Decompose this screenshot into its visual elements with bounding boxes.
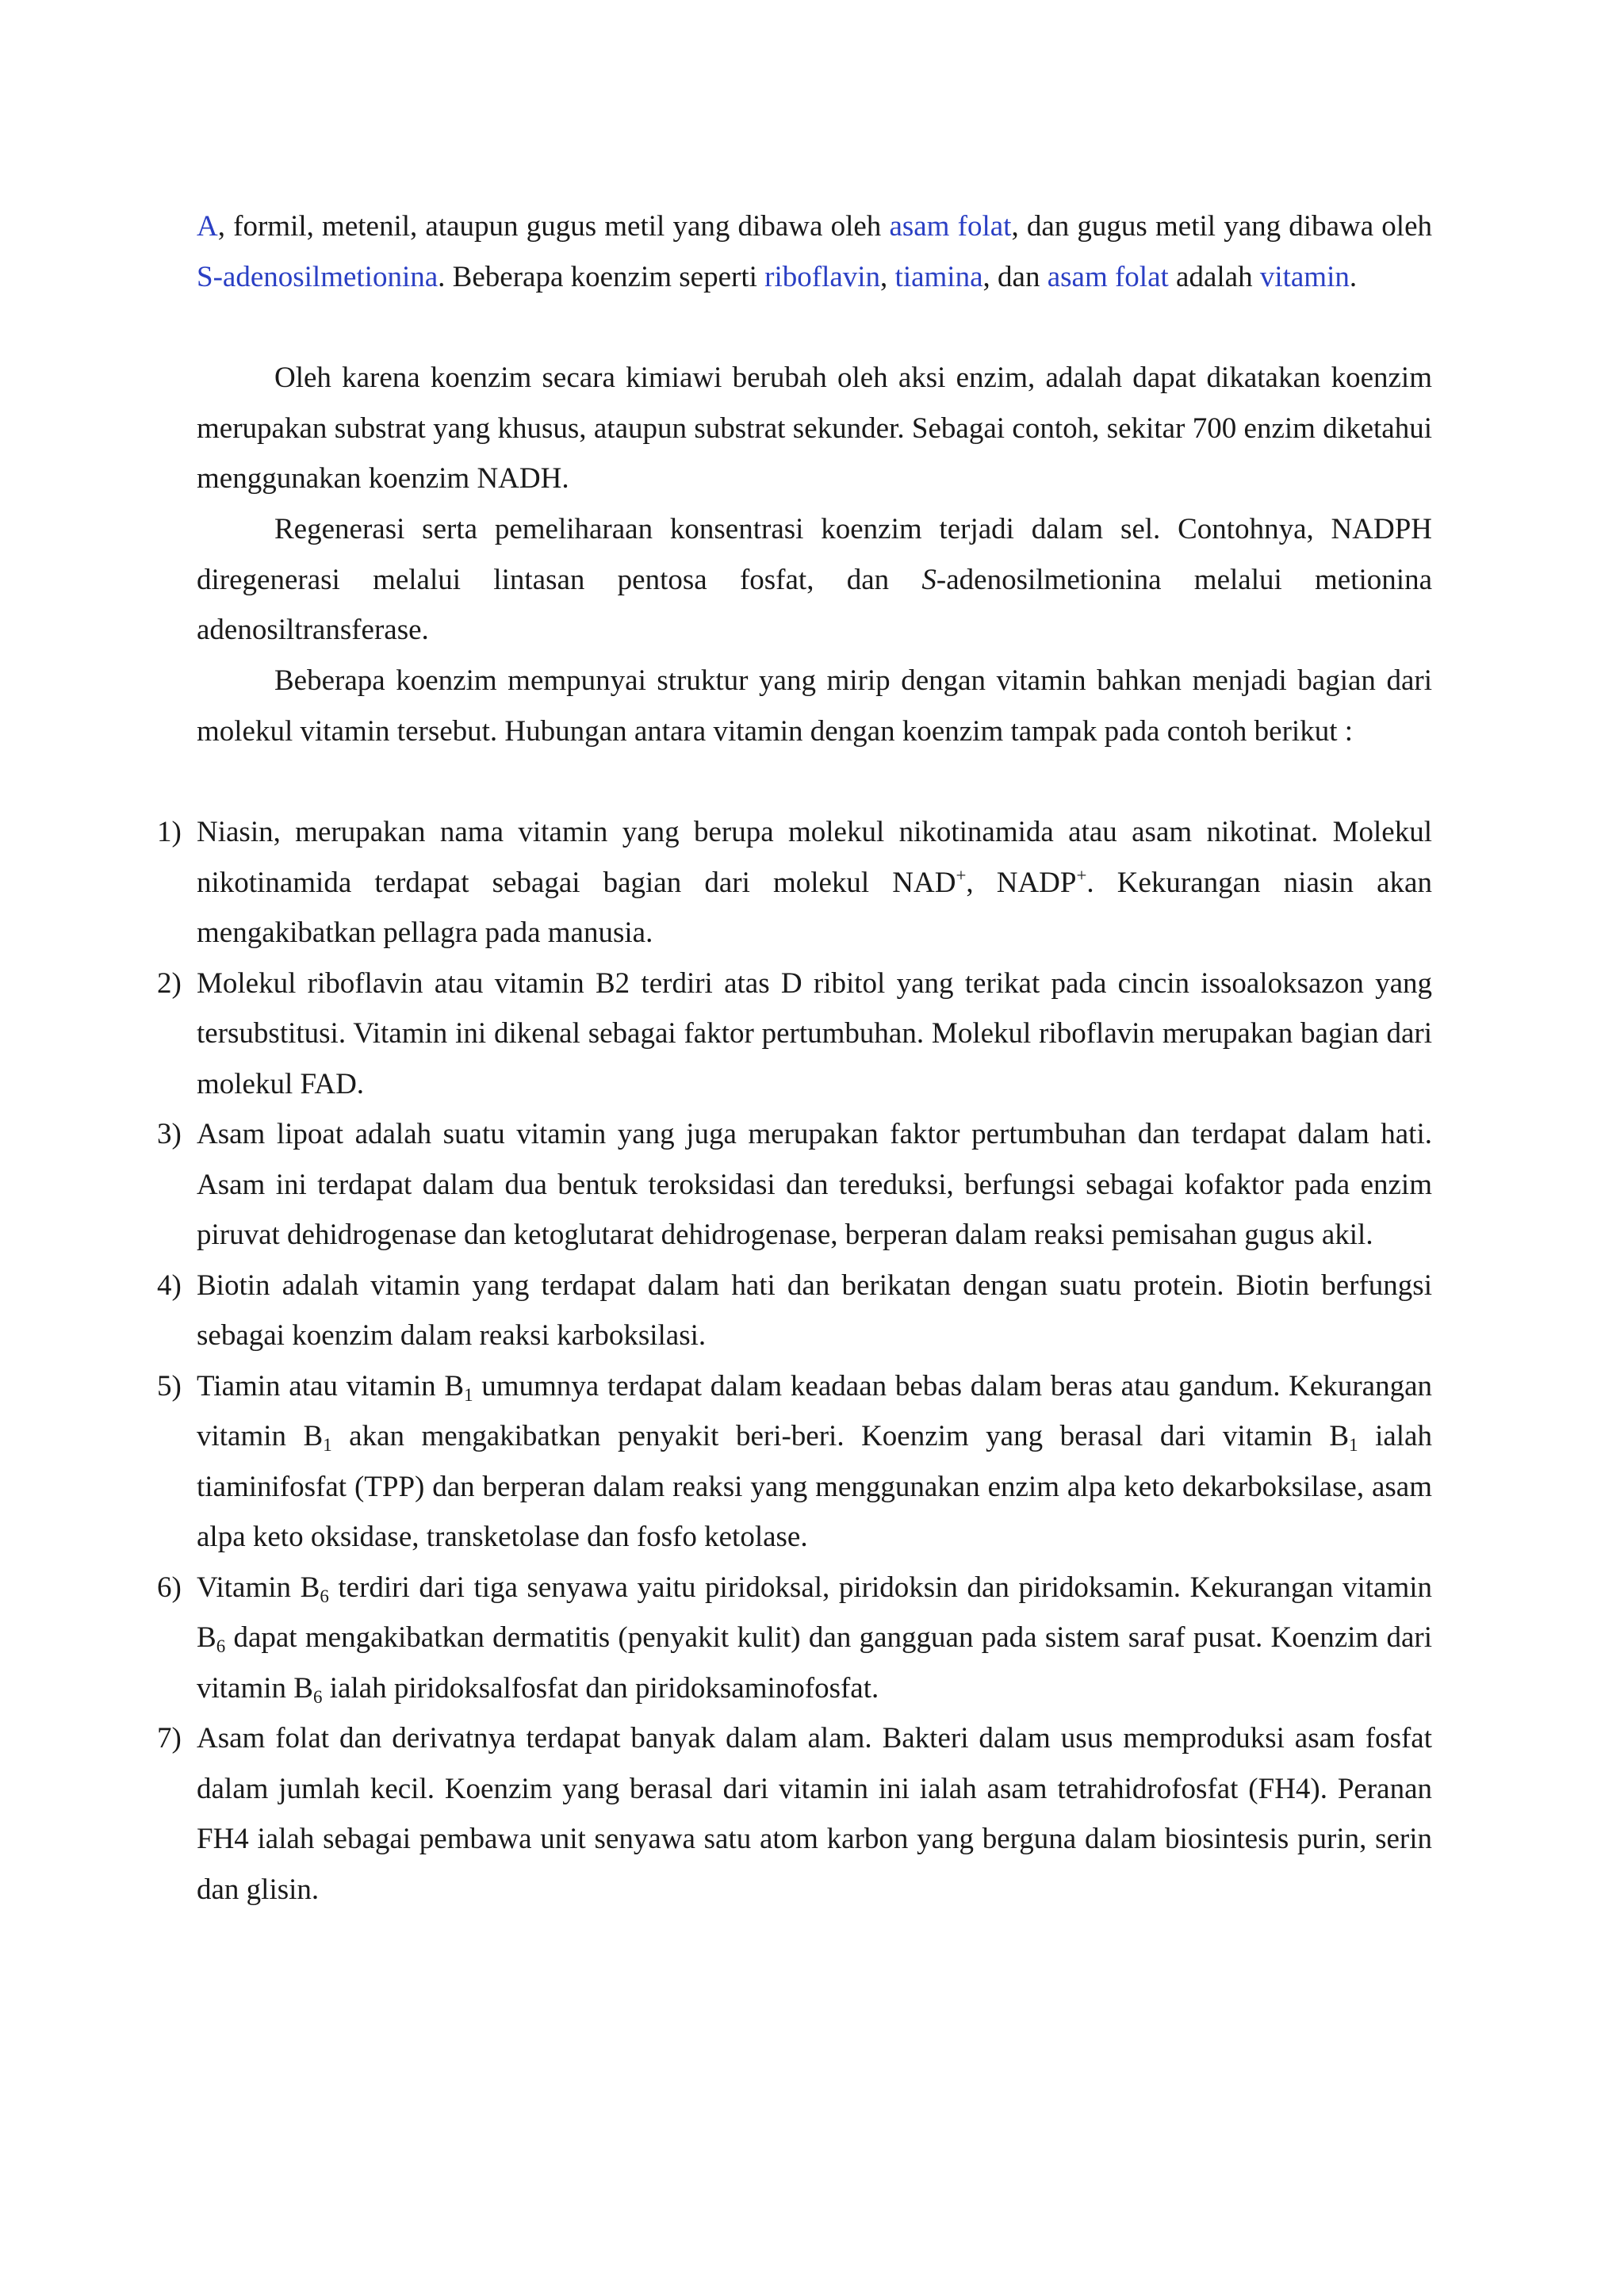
text-run: , NADP <box>966 866 1077 899</box>
link-riboflavin[interactable]: riboflavin <box>764 260 881 293</box>
list-number: 7) <box>157 1722 182 1755</box>
paragraph-block-2 <box>197 504 1432 656</box>
list-item-text: Molekul riboflavin atau vitamin B2 terdiri atas D ribitol yang terikat pada cincin issoaloksazon yang tersubstitusi. Vitamin ini dikenal sebagai faktor pertumbuhan. Molekul riboflavin merupakan bagian dari molekul FAD. <box>197 966 1432 1100</box>
subscript: 6 <box>320 1586 329 1606</box>
text-run: . Beberapa koenzim seperti <box>438 260 765 293</box>
subscript: 1 <box>464 1384 473 1405</box>
list-item-5 <box>157 1361 1432 1563</box>
list-item-text: Asam folat dan derivatnya terdapat banyak dalam alam. Bakteri dalam usus memproduksi asam fosfat dalam jumlah kecil. Koenzim yang berasal dari vitamin ini ialah asam tetrahidrofosfat (FH4). Peranan FH4 ialah sebagai pembawa unit senyawa satu atom karbon yang berguna dalam biosintesis purin, serin dan glisin. <box>197 1722 1432 1906</box>
text-run: Niasin, merupakan nama vitamin yang berupa molekul nikotinamida atau asam nikotinat. Molekul nikotinamida terdapat sebagai bagian dari molekul NAD <box>197 816 1432 899</box>
text-run: umumnya terdapat dalam keadaan bebas dalam beras atau gandum. Kekurangan vitamin B <box>197 1369 1432 1452</box>
list-item-6 <box>157 1563 1432 1714</box>
text-run: dapat mengakibatkan dermatitis (penyakit kulit) dan gangguan pada sistem saraf pusat. Koenzim dari vitamin B <box>197 1621 1432 1705</box>
link-tiamina[interactable]: tiamina <box>894 260 983 293</box>
link-asam-folat[interactable]: asam folat <box>889 210 1012 243</box>
paragraph-2 <box>197 504 1432 656</box>
text-run: . <box>1349 260 1358 293</box>
text-run: . Kekurangan niasin akan mengakibatkan pellagra pada manusia. <box>197 866 1432 949</box>
superscript: + <box>1076 864 1087 885</box>
paragraph-block-1 <box>197 353 1432 504</box>
link-asam-folat-2[interactable]: asam folat <box>1047 260 1169 293</box>
text-run: Vitamin B <box>197 1571 320 1604</box>
list-item-2 <box>157 959 1432 1110</box>
link-a[interactable]: A <box>197 210 218 243</box>
text-run: , dan gugus metil yang dibawa oleh <box>1011 210 1432 243</box>
list-number: 5) <box>157 1369 182 1402</box>
list-number: 4) <box>157 1269 182 1302</box>
superscript: + <box>956 864 967 885</box>
list-number: 1) <box>157 816 182 848</box>
paragraph-3: Beberapa koenzim mempunyai struktur yang mirip dengan vitamin bahkan menjadi bagian dari molekul vitamin tersebut. Hubungan antara vitamin dengan koenzim tampak pada contoh berikut : <box>197 664 1432 748</box>
text-run: adalah <box>1168 260 1260 293</box>
text-run: , dan <box>982 260 1048 293</box>
list-item-1 <box>157 807 1432 959</box>
text-run: -adenosilmetionina melalui metionina adenosiltransferase. <box>197 563 1432 646</box>
list-item-text: Biotin adalah vitamin yang terdapat dalam hati dan berikatan dengan suatu protein. Biotin berfungsi sebagai koenzim dalam reaksi karboksilasi. <box>197 1269 1432 1352</box>
vitamin-coenzyme-list <box>157 807 1432 1915</box>
list-number: 2) <box>157 966 182 1000</box>
subscript: 6 <box>312 1686 323 1707</box>
list-item-text: Asam lipoat adalah suatu vitamin yang juga merupakan faktor pertumbuhan dan terdapat dalam hati. Asam ini terdapat dalam dua bentuk teroksidasi dan tereduksi, berfungsi sebagai kofaktor pada enzim piruvat dehidrogenase dan ketoglutarat dehidrogenase, berperan dalam reaksi pemisahan gugus akil. <box>197 1118 1432 1251</box>
subscript: 1 <box>323 1434 332 1455</box>
italic-s: S <box>921 563 936 596</box>
text-run: ialah tiaminifosfat (TPP) dan berperan dalam reaksi yang menggunakan enzim alpa keto dekarboksilase, asam alpa keto oksidase, transketolase dan fosfo ketolase. <box>197 1420 1432 1553</box>
list-number: 6) <box>157 1571 182 1604</box>
text-run: , formil, metenil, ataupun gugus metil yang dibawa oleh <box>217 210 890 243</box>
text-run: akan mengakibatkan penyakit beri-beri. Koenzim yang berasal dari vitamin B <box>331 1420 1350 1452</box>
paragraph-0 <box>197 201 1432 302</box>
text-run: Tiamin atau vitamin B <box>197 1369 465 1402</box>
list-item-3 <box>157 1109 1432 1261</box>
paragraph-1: Oleh karena koenzim secara kimiawi berubah oleh aksi enzim, adalah dapat dikatakan koenzim merupakan substrat yang khusus, ataupun substrat sekunder. Sebagai contoh, sekitar 700 enzim diketahui menggunakan koenzim NADH. <box>197 362 1432 495</box>
list-number: 3) <box>157 1118 182 1150</box>
subscript: 6 <box>216 1636 226 1656</box>
text-run: , <box>880 260 895 293</box>
text-run: Regenerasi serta pemeliharaan konsentrasi koenzim terjadi dalam sel. Contohnya, NADPH diregenerasi melalui lintasan pentosa fosfat, dan <box>197 513 1432 596</box>
text-run: terdiri dari tiga senyawa yaitu piridoksal, piridoksin dan piridoksamin. Kekurangan vitamin B <box>197 1571 1433 1654</box>
subscript: 1 <box>1349 1434 1358 1455</box>
link-vitamin[interactable]: vitamin <box>1259 260 1350 293</box>
link-s-adenosilmetionina[interactable]: S-adenosilmetionina <box>197 260 439 293</box>
list-item-7 <box>157 1713 1432 1915</box>
list-item-4 <box>157 1261 1432 1361</box>
paragraph-continuation <box>197 201 1432 302</box>
text-run: ialah piridoksalfosfat dan piridoksaminofosfat. <box>322 1671 879 1705</box>
paragraph-block-3 <box>197 656 1432 756</box>
